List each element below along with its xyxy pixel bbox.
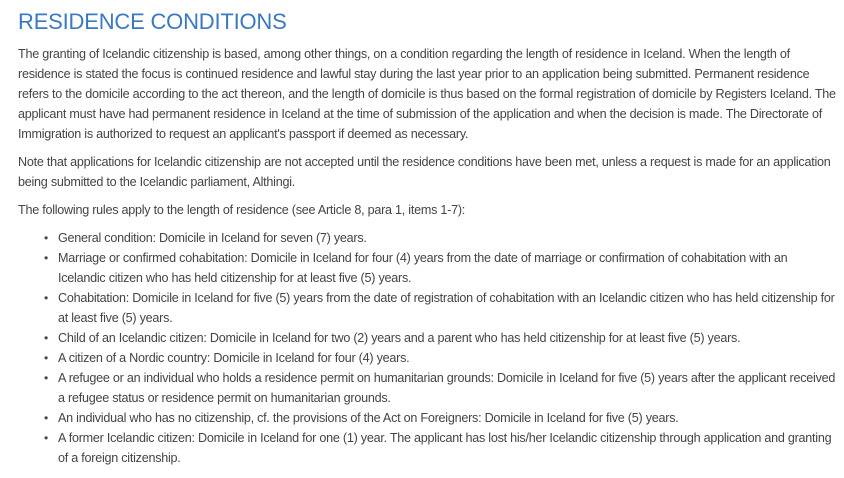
rule-text: A refugee or an individual who holds a residence permit on humanitarian grounds: Domicile in Iceland for five (5) years after the applicant received a refugee status or residence permit on humanitarian grounds. <box>58 371 836 405</box>
rule-text: Marriage or confirmed cohabitation: Domicile in Iceland for four (4) years from the date of marriage or confirmation of cohabitation with an Icelandic citizen who has held citizenship for at least five (5) years. <box>58 251 788 285</box>
bullet-icon: • <box>44 371 48 385</box>
bullet-icon: • <box>44 291 48 305</box>
rule-text: Child of an Icelandic citizen: Domicile in Iceland for two (2) years and a parent who has held citizenship for at least five (5) years. <box>58 331 741 345</box>
bullet-icon: • <box>44 251 48 265</box>
note-paragraph: Note that applications for Icelandic citizenship are not accepted until the residence conditions have been met, unless a request is made for an application being submitted to the Icelandic parliament, Althingi. <box>18 155 831 189</box>
intro-paragraph: The granting of Icelandic citizenship is based, among other things, on a condition regarding the length of residence in Iceland. When the length of residence is stated the focus is continued residence and lawful stay during the last year prior to an application being submitted. Permanent residence refers to the domicile according to the act thereon, and the length of domicile is thus based on the formal registration of domicile by Registers Iceland. The applicant must have had permanent residence in Iceland at the time of submission of the application and when the decision is made. The Directorate of Immigration is authorized to request an applicant's passport if deemed as necessary. <box>18 47 836 141</box>
rule-text: A citizen of a Nordic country: Domicile in Iceland for four (4) years. <box>58 351 410 365</box>
residence-conditions-section <box>18 8 838 468</box>
list-item <box>44 368 838 408</box>
rules-intro-paragraph: The following rules apply to the length of residence (see Article 8, para 1, items 1-7): <box>18 203 466 217</box>
list-item <box>44 408 838 428</box>
rule-text: General condition: Domicile in Iceland for seven (7) years. <box>58 231 367 245</box>
bullet-icon: • <box>44 331 48 345</box>
rule-text: Cohabitation: Domicile in Iceland for five (5) years from the date of registration of cohabitation with an Icelandic citizen who has held citizenship for at least five (5) years. <box>58 291 835 325</box>
list-item <box>44 428 838 468</box>
rule-text: An individual who has no citizenship, cf. the provisions of the Act on Foreigners: Domicile in Iceland for five (5) years. <box>58 411 679 425</box>
residence-rules-list <box>18 228 838 468</box>
bullet-icon: • <box>44 231 48 245</box>
bullet-icon: • <box>44 431 48 445</box>
bullet-icon: • <box>44 411 48 425</box>
list-item <box>44 228 838 248</box>
list-item <box>44 328 838 348</box>
list-item <box>44 248 838 288</box>
list-item <box>44 288 838 328</box>
bullet-icon: • <box>44 351 48 365</box>
section-title: RESIDENCE CONDITIONS <box>18 9 287 34</box>
list-item <box>44 348 838 368</box>
rule-text: A former Icelandic citizen: Domicile in Iceland for one (1) year. The applicant has lost his/her Icelandic citizenship through application and granting of a foreign citizenship. <box>58 431 832 465</box>
